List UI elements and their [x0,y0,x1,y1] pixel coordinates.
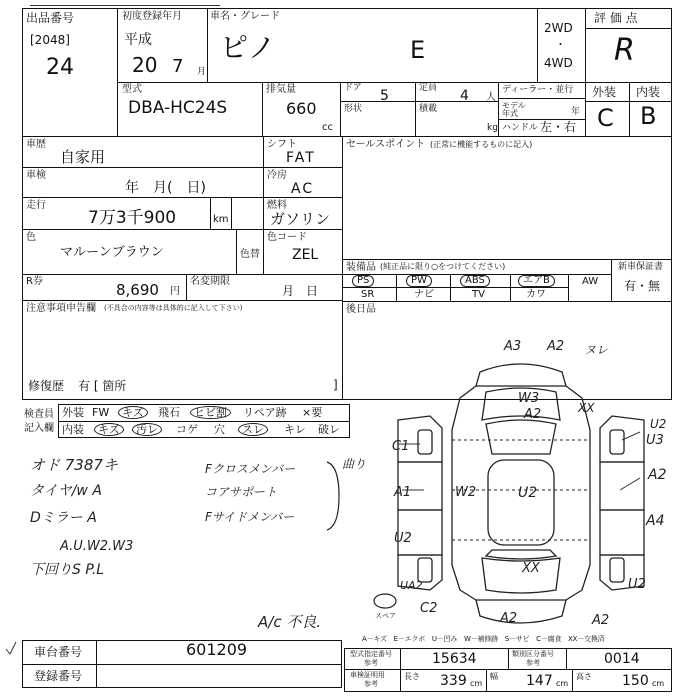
shift-label: シフト [267,139,297,150]
recycle-unit: 円 [170,286,180,297]
color-code-value: ZEL [292,247,319,263]
insp-int-dirt-text: 汚レ [132,423,162,436]
insp-int-scratch-text: キズ [94,423,124,436]
note-bent: 曲り [342,457,367,471]
model-cert-value: 15634 [432,651,477,667]
displacement-unit: cc [322,122,333,133]
insp-repair: リペア跡 [243,406,287,419]
insp-scratch [118,406,148,419]
insp-int-wear-text: スレ [238,423,268,436]
divider [510,274,511,301]
size-label: 車検証明用 [350,671,385,679]
notes-label: 注意事項申告欄 [26,303,96,314]
insp-replace: ×要 [302,406,323,419]
mark-w3: W3 [518,391,540,406]
model-label: 型式 [122,84,142,95]
mark-xx-right: XX [578,401,595,415]
height-value: 150 [622,673,649,689]
doors-value: 5 [380,88,389,104]
name-change-value: 月 日 [282,284,319,298]
class-value: 0014 [604,651,640,667]
displacement-label: 排気量 [266,84,296,95]
drive-separator: ・ [555,38,566,51]
name-change-label: 名変期限 [190,276,230,287]
model-year-unit: 年 [571,107,581,117]
equip-tv: TV [472,289,485,300]
spare-label: スペア [375,612,396,620]
sheet-frame [22,8,672,400]
ac-label: 冷房 [267,170,287,181]
divider [22,274,342,275]
divider [400,648,401,692]
insp-ext-label: 外装 [62,406,84,419]
equip-abs-text: ABS [460,275,490,287]
rating-value: R [614,33,635,68]
reg-year: 20 [132,53,158,77]
dealer-label: ディーラー・並行 [502,85,574,95]
name-label: 車名・グレード [210,11,280,22]
equip-aw: AW [582,276,599,287]
divider [22,664,342,665]
mark-a1: A1 [394,485,412,500]
color-label: 色 [26,232,36,243]
divider [236,229,237,274]
capacity-unit: 人 [486,92,496,103]
repair-label: 修復歴 [28,379,65,393]
lot-no-label: 出品番号 [26,11,75,25]
divider [186,274,187,300]
insp-int-label: 内装 [62,423,84,436]
inspector-label: 検査員記入欄 [24,409,54,434]
note-side-member: Fサイドメンバー [205,510,295,524]
equip-pw [406,275,432,287]
model-cert-sub: 参考 [364,659,378,667]
mark-u3: U3 [646,433,664,448]
notes-sub: (不具合の内容等は具体的に記入して下さい) [104,304,243,312]
divider [568,274,569,301]
equip-leather: カワ [526,289,546,300]
scan-top-edge [30,0,220,6]
equipment-sub: (純正品に限り○をつけてください) [380,262,506,271]
insp-int-hole: 穴 [214,423,225,436]
mark-u2-right-rear: U2 [628,577,646,592]
spare-tire-icon [372,592,398,610]
repair-value: 有 [ 箇所 [78,379,127,393]
recycle-value: 8,690 [116,281,159,299]
mark-u2-roof: U2 [518,485,538,501]
mark-a3-top: A3 [504,339,522,354]
drive-2wd: 2WD [544,21,573,35]
grade: E [410,36,426,64]
mark-a2-bottom-right: A2 [592,613,610,628]
category-value: 自家用 [60,148,106,166]
sales-point-sub: (正常に機能するものに記入) [430,140,533,149]
divider [22,197,342,198]
class-sub: 参考 [526,659,540,667]
drive-4wd: 4WD [544,56,573,70]
divider [498,82,499,136]
height-label: 高さ [576,672,592,681]
capacity-value: 4 [460,88,469,104]
class-label: 類別区分番号 [512,650,554,658]
insp-crack-text: ヒビ割 [190,406,231,419]
capacity-label: 定員 [419,83,438,93]
model-cert-label: 型式指定番号 [350,650,392,658]
reg-month: 7 [172,56,184,77]
insp-int-wear [238,423,268,436]
divider [396,274,397,301]
ac-value: AC [291,181,315,197]
shape-label: 形状 [344,104,363,114]
mark-a2-top: A2 [547,339,565,354]
divider [22,167,342,168]
equip-ps-text: PS [352,275,374,287]
width-unit: cm [556,679,569,688]
divider [342,301,672,302]
model-code: DBA-HC24S [128,98,228,118]
note-mirror: Dミラー A [30,510,97,526]
divider [231,197,232,229]
mark-a4: A4 [646,513,665,529]
exterior-grade: C [597,104,614,132]
new-car-value: 有・無 [624,279,661,293]
fuel-label: 燃料 [267,200,287,211]
color-change-label: 色替 [240,249,260,260]
mileage-unit: km [213,214,229,225]
mark-c2: C2 [420,601,438,616]
divider [537,8,538,82]
insp-int-burn: コゲ [176,423,198,436]
divider [585,28,672,29]
divider [572,669,573,692]
divider [585,101,672,102]
new-car-label: 新車保証書 [618,262,664,272]
mileage-value: 7万3千900 [88,208,177,228]
notes-bracket-icon [325,456,345,536]
note-tires: タイヤ/w A [30,483,102,499]
divider [450,274,451,301]
divider [262,82,263,136]
divider [117,8,118,136]
lot-code: [2048] [30,33,70,47]
first-reg-label: 初度登録年月 [122,11,182,22]
handle-value: 左・右 [540,120,577,134]
exterior-label: 外装 [592,85,617,99]
inspection-label: 車検 [26,170,46,181]
divider [340,101,498,102]
recycle-label: R券 [26,276,43,287]
divider [415,82,416,136]
divider [340,82,341,136]
color-code-label: 色コード [267,232,307,243]
doors-label: ドア [344,83,362,93]
divider [96,640,97,688]
mileage-label: 走行 [26,200,46,211]
equip-pw-text: PW [406,275,432,287]
insp-chip: 飛石 [158,406,180,419]
note-crossmember: Fクロスメンバー [205,462,296,476]
shift-value: FAT [286,150,316,166]
chassis-value: 601209 [186,640,248,659]
era: 平成 [124,32,152,48]
note-underbody: 下回りS P.L [30,562,105,578]
load-label: 積載 [419,104,438,114]
note-ac-fault: A/c 不良. [258,613,322,631]
divider [611,259,612,301]
post-install-label: 後日品 [346,304,376,315]
lot-number: 24 [46,55,74,80]
divider [210,197,211,229]
note-odometer: オド 7387キ [30,456,118,474]
category-label: 車歴 [26,139,46,150]
size-sub: 参考 [364,680,378,688]
displacement-value: 660 [286,99,317,118]
length-unit: cm [470,679,483,688]
width-value: 147 [526,673,553,689]
interior-grade: B [640,102,657,130]
insp-int-tear: 破レ [318,423,340,436]
divider [22,136,672,137]
car-name: ピノ [220,31,276,64]
color-value: マルーンブラウン [60,245,164,260]
mark-a2-hood: A2 [524,407,542,422]
divider [342,136,343,400]
insp-scratch-text: キズ [118,406,148,419]
insp-int-cut: キレ [284,423,306,436]
mark-u2-right-top: U2 [650,417,667,431]
equip-airbag-text: エアB [518,275,555,287]
note-core-support: コアサポート [205,485,278,499]
divider [498,98,585,99]
divider [566,648,567,669]
height-unit: cm [652,679,665,688]
chassis-label: 車台番号 [34,645,83,659]
divider [22,229,342,230]
mark-xx-rear: XX [522,561,540,576]
equip-ps [352,275,374,287]
divider [342,259,672,260]
mark-w2: W2 [455,485,477,500]
divider [629,82,630,136]
equip-airbag [518,275,555,287]
equipment-label: 装備品 [346,262,376,273]
equip-navi: ナビ [414,289,434,300]
divider [207,8,208,82]
reg-no-label: 登録番号 [34,669,83,683]
divider [344,669,672,670]
insp-fw: FW [92,406,110,419]
rating-label: 評 価 点 [594,11,638,25]
divider [508,648,509,669]
mark-ua2: UA2 [400,579,423,592]
legend: A－キズ E－エクボ U－凹み W－補修跡 S－サビ C－腐食 XX－交換済 [362,635,605,643]
equip-abs [460,275,490,287]
handle-label: ハンドル [502,123,539,133]
divider [486,669,487,692]
length-value: 339 [440,673,467,689]
equip-sr: SR [361,289,375,300]
divider [263,136,264,274]
interior-label: 内装 [636,85,661,99]
model-year-label: モデル年式 [502,101,526,118]
load-unit: kg [487,123,498,133]
insp-crack [190,406,231,419]
check-mark-icon [4,640,18,656]
mark-c1: C1 [392,439,410,454]
mark-a2-bottom: A2 [500,611,518,626]
repair-bracket: ] [333,378,338,392]
mark-wet: ヌレ [584,343,609,357]
inspection-value: 年 月( 日) [125,180,206,196]
insp-int-scratch [94,423,124,436]
fuel-value: ガソリン [270,210,331,228]
divider [342,287,568,288]
divider [58,421,350,422]
length-label: 長さ [404,672,420,681]
width-label: 幅 [490,672,498,681]
divider [22,300,342,301]
mark-a2-right: A2 [648,467,667,483]
note-damage-list: A.U.W2.W3 [60,539,134,554]
insp-int-dirt [132,423,162,436]
mark-u2-left: U2 [394,531,412,546]
reg-month-unit: 月 [197,67,207,77]
sales-point-label: セールスポイント [346,139,426,150]
